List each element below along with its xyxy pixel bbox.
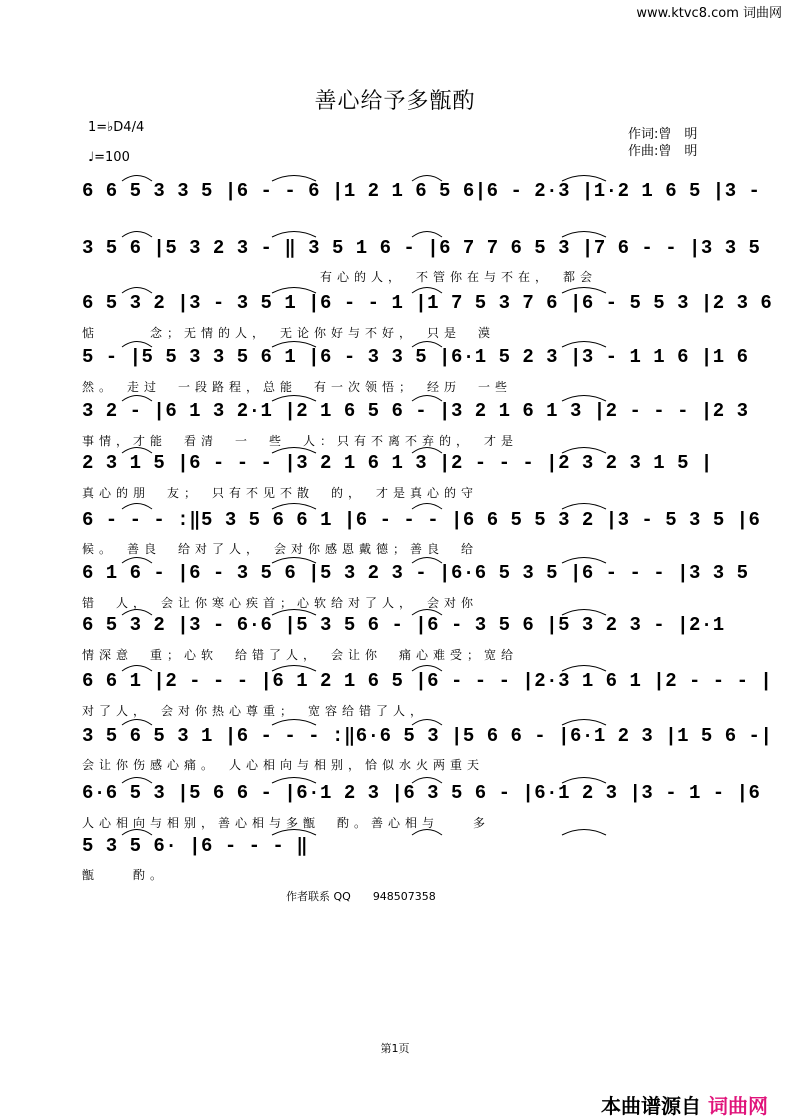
notation-line: 5 3 5 6· |6 - - - ‖ [82,835,309,857]
lyric-line: 人心相向与相别，善心相与多甑 酌。善心相与 多 [82,816,491,830]
page-number: 第1页 [380,1042,410,1055]
notation-line: 6 - - - :‖5 3 5 6 6 1 |6 - - - |6 6 5 5 3 2 |3 - 5 3 5 |6 [82,509,761,531]
lyric-line: 真心的朋 友； 只有不见不散 的， 才是真心的守 [82,486,479,500]
credits [628,126,697,160]
lyricist: 作词:曾 明 [628,127,698,142]
notation-line: 3 2 - |6 1 3 2·1 |2 1 6 5 6 - |3 2 1 6 1 3 |2 - - - |2 3 [82,400,749,422]
watermark-top: www.ktvc8.com 词曲网 [636,6,782,21]
notation-line: 6 6 5 3 3 5 |6 - - 6 |1 2 1 6 5 6|6 - 2·3 |1·2 1 6 5 |3 - [82,180,761,202]
slur [562,830,606,836]
notation-line: 6 6 1 |2 - - - |6 1 2 1 6 5 |6 - - - |2·3 1 6 1 |2 - - - | [82,670,773,692]
lyric-line: 事情，才能 看清 一 些 人：只有不离不弃的， 才是 [82,434,519,448]
lyric-line: 然。 走过 一段路程，总能 有一次领悟； 经历 一些 [82,380,513,394]
lyric-line: 甑 酌。 [82,868,168,882]
watermark-bottom-text: 本曲谱源自 [601,1094,702,1118]
page-title: 善心给予多甑酌 [314,89,476,114]
contact-info: 作者联系 QQ 948507358 [286,890,436,903]
composer: 作曲:曾 明 [628,144,698,159]
notation-line: 6 5 3 2 |3 - 3 5 1 |6 - - 1 |1 7 5 3 7 6 |6 - 5 5 3 |2 3 6 [82,292,773,314]
notation-line: 3 5 6 |5 3 2 3 - ‖ 3 5 1 6 - |6 7 7 6 5 3 |7 6 - - |3 3 5 [82,237,761,259]
watermark-bottom-brand: 词曲网 [708,1094,768,1118]
tempo-marking: ♩=100 [88,150,130,165]
lyric-line: 对了人， 会对你热心尊重； 宽容给错了人， [82,704,428,718]
notation-line: 3 5 6 5 3 1 |6 - - - :‖6·6 5 3 |5 6 6 - |6·1 2 3 |1 5 6 -| [82,725,773,747]
notation-line: 6 5 3 2 |3 - 6·6 |5 3 5 6 - |6 - 3 5 6 |5 3 2 3 - |2·1 [82,614,725,636]
key-signature: 1=♭D4/4 [88,120,145,135]
notation-line: 6·6 5 3 |5 6 6 - |6·1 2 3 |6 3 5 6 - |6·1 2 3 |3 - 1 - |6 [82,782,761,804]
notation-line: 6 1 6 - |6 - 3 5 6 |5 3 2 3 - |6·6 5 3 5 |6 - - - |3 3 5 [82,562,749,584]
notation-line: 2 3 1 5 |6 - - - |3 2 1 6 1 3 |2 - - - |2 3 2 3 1 5 | [82,452,713,474]
lyric-line: 错 人， 会让你寒心疾首；心软给对了人， 会对你 [82,596,479,610]
lyric-line: 候。 善良 给对了人， 会对你感恩戴德；善良 给 [82,542,479,556]
notation-line: 5 - |5 5 3 3 5 6 1 |6 - 3 3 5 |6·1 5 2 3 |3 - 1 1 6 |1 6 [82,346,749,368]
lyric-line: 有心的人， 不管你在与不在， 都会 [82,270,598,284]
watermark-bottom [601,1090,768,1119]
lyric-line: 情深意 重；心软 给错了人， 会让你 痛心难受；宽给 [82,648,519,662]
lyric-line: 惦 念；无情的人， 无论你好与不好， 只是 漠 [82,326,496,340]
lyric-line: 会让你伤感心痛。 人心相向与相别，恰似水火两重天 [82,758,485,772]
